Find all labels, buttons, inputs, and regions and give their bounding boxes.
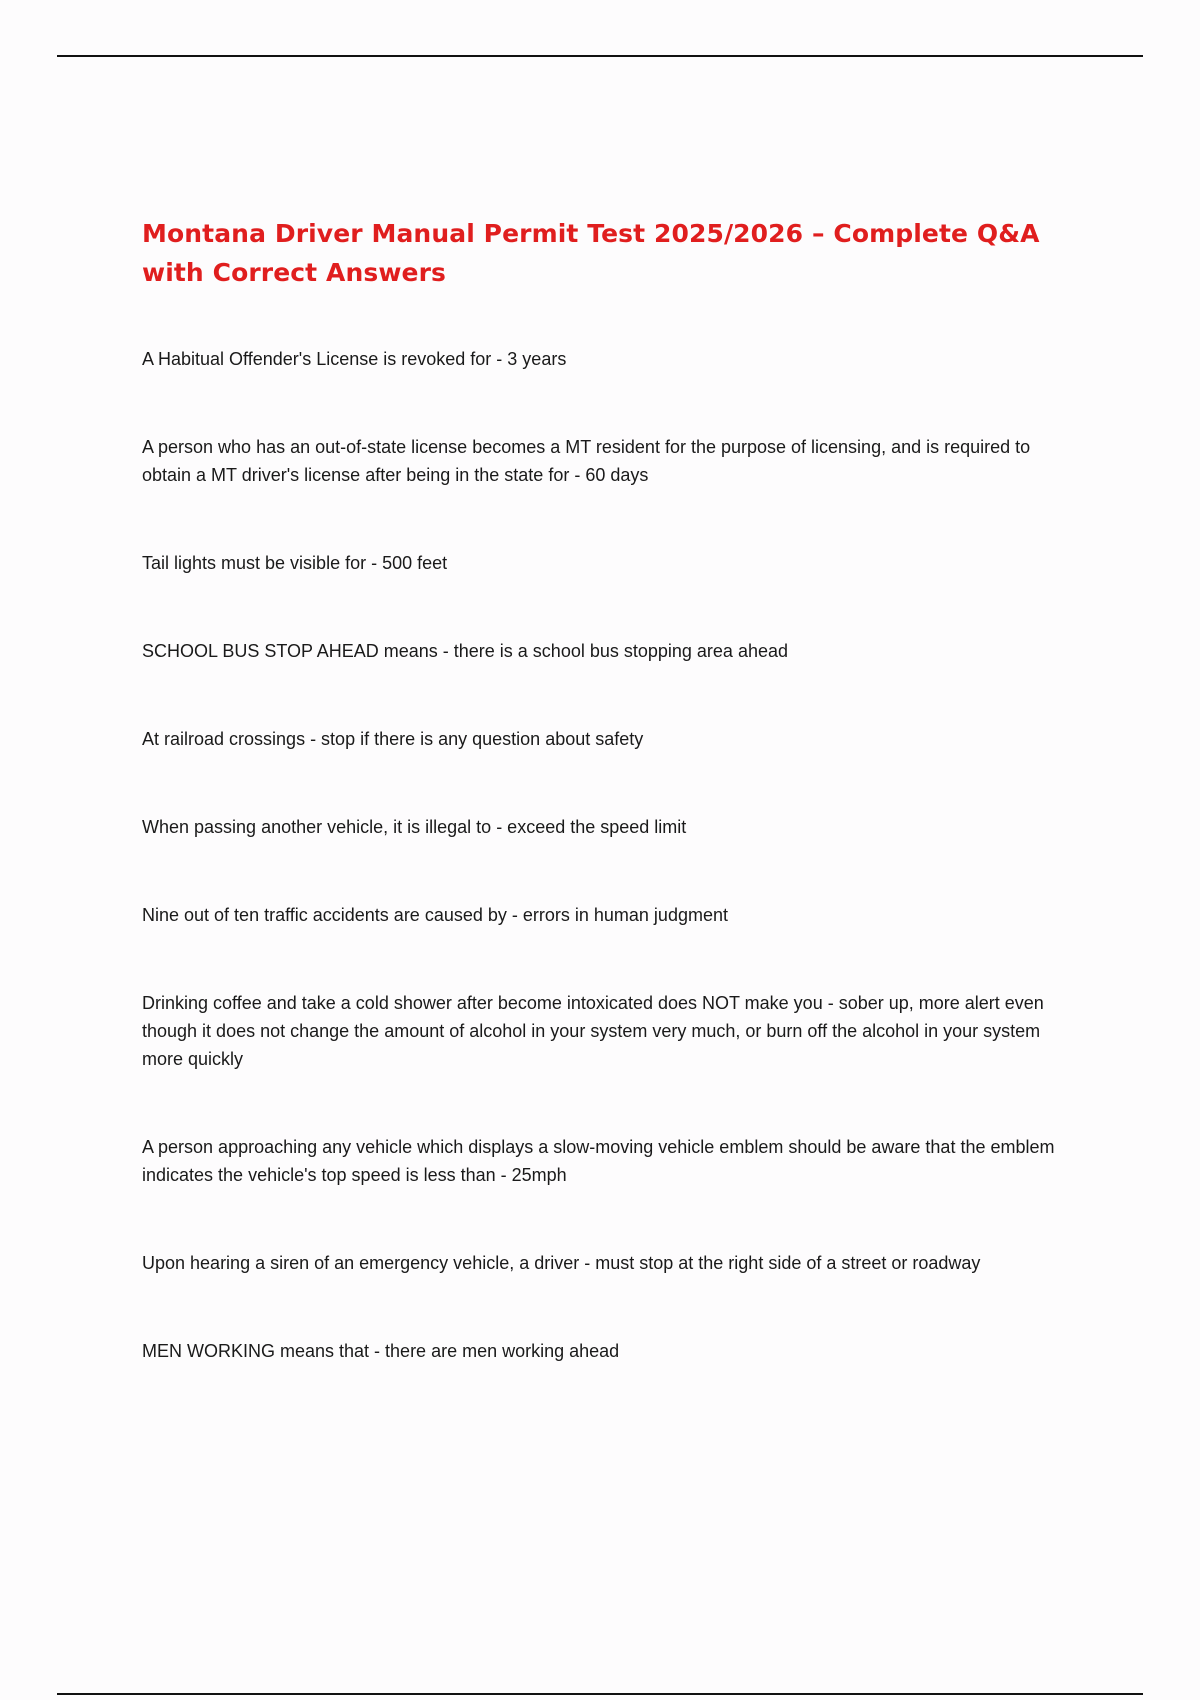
document-title: Montana Driver Manual Permit Test 2025/2026 – Complete Q&A with Correct Answers	[142, 219, 1040, 287]
qa-item: A person who has an out-of-state license becomes a MT resident for the purpose of licensing, and is required to obtain a MT driver's license after being in the state for - 60 days	[142, 437, 1031, 485]
qa-item: Nine out of ten traffic accidents are caused by - errors in human judgment	[142, 905, 728, 925]
qa-item: MEN WORKING means that - there are men working ahead	[142, 1341, 620, 1361]
qa-list	[142, 345, 1062, 1365]
bottom-rule	[57, 1693, 1143, 1695]
qa-item: A person approaching any vehicle which displays a slow-moving vehicle emblem should be aware that the emblem indicates the vehicle's top speed is less than - 25mph	[142, 1137, 1055, 1185]
qa-item: Upon hearing a siren of an emergency vehicle, a driver - must stop at the right side of a street or roadway	[142, 1253, 981, 1273]
qa-item: At railroad crossings - stop if there is any question about safety	[142, 729, 644, 749]
qa-item: Drinking coffee and take a cold shower after become intoxicated does NOT make you - sober up, more alert even though it does not change the amount of alcohol in your system very much, or burn off the alcohol in your system more quickly	[142, 993, 1044, 1069]
document-content	[142, 214, 1062, 1365]
qa-item: When passing another vehicle, it is illegal to - exceed the speed limit	[142, 817, 687, 837]
qa-item: A Habitual Offender's License is revoked for - 3 years	[142, 349, 567, 369]
qa-item: SCHOOL BUS STOP AHEAD means - there is a school bus stopping area ahead	[142, 641, 788, 661]
qa-item: Tail lights must be visible for - 500 feet	[142, 553, 448, 573]
top-rule	[57, 55, 1143, 57]
